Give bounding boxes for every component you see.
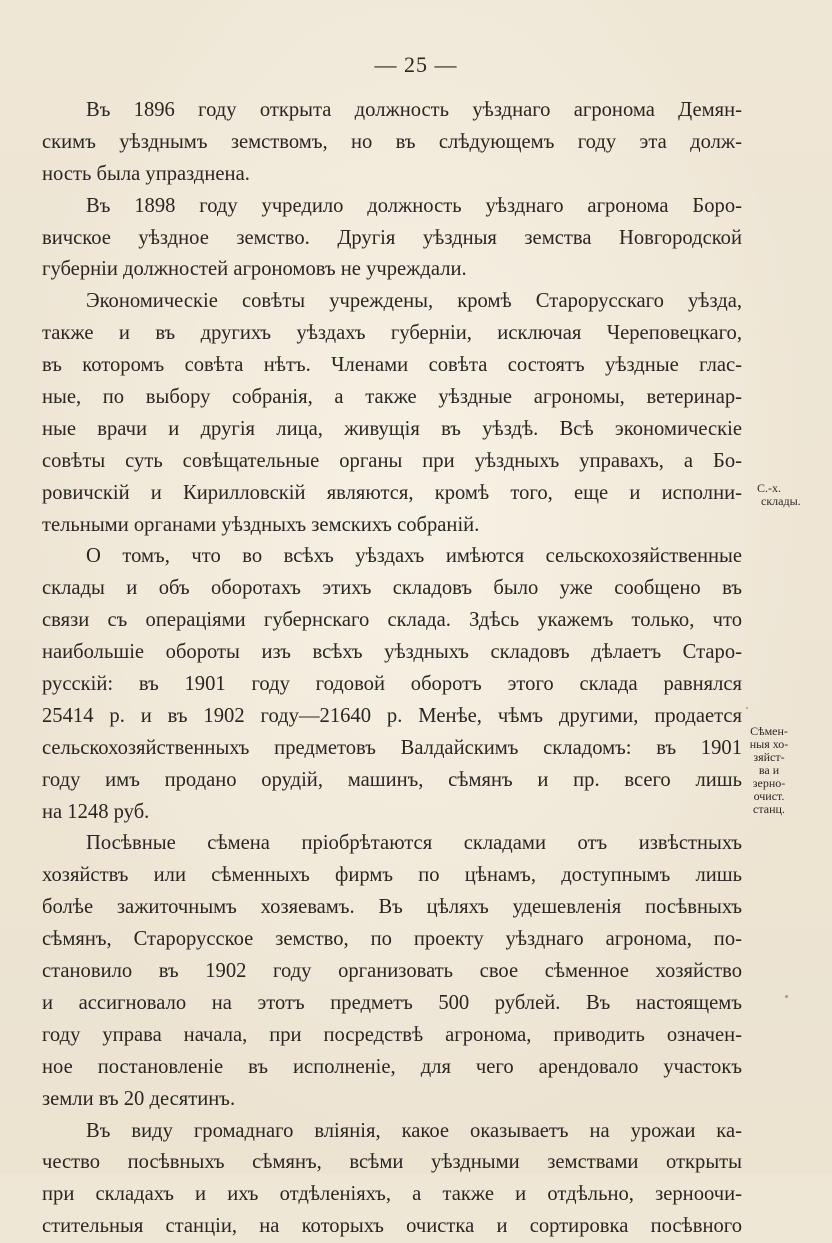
text-line: Въ 1898 году учредило должность уѣзднаго агронома Боро- xyxy=(42,191,742,223)
print-speck xyxy=(785,995,788,998)
paragraph xyxy=(42,1116,742,1243)
text-line: становило въ 1902 году организовать свое сѣменное хозяйство xyxy=(42,956,742,988)
paragraph xyxy=(42,828,742,1115)
text-line: тельными органами уѣздныхъ земскихъ собраній. xyxy=(42,510,742,542)
text-line: году имъ продано орудій, машинъ, сѣмянъ и пр. всего лишь xyxy=(42,765,742,797)
text-line: О томъ, что во всѣхъ уѣздахъ имѣются сельскохозяйственные xyxy=(42,541,742,573)
text-line: сѣмянъ, Старорусское земство, по проекту уѣзднаго агронома, по- xyxy=(42,924,742,956)
body-text xyxy=(42,95,742,1243)
text-line: связи съ операціями губернскаго склада. Здѣсь укажемъ только, что xyxy=(42,605,742,637)
margin-note-line: Сѣмен- xyxy=(745,725,793,738)
page-number: — 25 — xyxy=(0,52,832,78)
paragraph xyxy=(42,541,742,828)
margin-note-line: зяйст- xyxy=(745,751,793,764)
text-line: вичское уѣздное земство. Другія уѣздныя земства Новгородской xyxy=(42,223,742,255)
text-line: 25414 р. и въ 1902 году—21640 р. Менѣе, чѣмъ другими, продается xyxy=(42,701,742,733)
text-line: на 1248 руб. xyxy=(42,797,742,829)
text-line: земли въ 20 десятинъ. xyxy=(42,1084,742,1116)
text-line: Въ 1896 году открыта должность уѣзднаго агронома Демян- xyxy=(42,95,742,127)
text-line: совѣты суть совѣщательные органы при уѣздныхъ управахъ, а Бо- xyxy=(42,446,742,478)
text-line: губерніи должностей агрономовъ не учреждали. xyxy=(42,254,742,286)
margin-note-line: склады. xyxy=(745,495,793,508)
text-line: въ которомъ совѣта нѣтъ. Членами совѣта состоятъ уѣздные глас- xyxy=(42,350,742,382)
text-line: скимъ уѣзднымъ земствомъ, но въ слѣдующемъ году эта долж- xyxy=(42,127,742,159)
text-line: наибольшіе обороты изъ всѣхъ уѣздныхъ складовъ дѣлаетъ Старо- xyxy=(42,637,742,669)
margin-note-line: ва и xyxy=(745,764,793,777)
text-line: сельскохозяйственныхъ предметовъ Валдайскимъ складомъ: въ 1901 xyxy=(42,733,742,765)
text-line: при складахъ и ихъ отдѣленіяхъ, а также и отдѣльно, зерноочи- xyxy=(42,1179,742,1211)
text-line: ное постановленіе въ исполненіе, для чего арендовало участокъ xyxy=(42,1052,742,1084)
margin-note-line: ныя хо- xyxy=(745,738,793,751)
text-line: болѣе зажиточнымъ хозяевамъ. Въ цѣляхъ удешевленія посѣвныхъ xyxy=(42,892,742,924)
paragraph xyxy=(42,191,742,287)
margin-note-line: станц. xyxy=(745,803,793,816)
text-line: хозяйствъ или сѣменныхъ фирмъ по цѣнамъ, доступнымъ лишь xyxy=(42,860,742,892)
text-line: и ассигновало на этотъ предметъ 500 рублей. Въ настоящемъ xyxy=(42,988,742,1020)
text-line: ные врачи и другія лица, живущія въ уѣздѣ. Всѣ экономическіе xyxy=(42,414,742,446)
text-line: стительныя станціи, на которыхъ очистка и сортировка посѣвного xyxy=(42,1211,742,1243)
text-line: ровичскій и Кирилловскій являются, кромѣ того, еще и исполни- xyxy=(42,478,742,510)
text-line: чество посѣвныхъ сѣмянъ, всѣми уѣздными земствами открыты xyxy=(42,1147,742,1179)
text-line: также и въ другихъ уѣздахъ губерніи, исключая Череповецкаго, xyxy=(42,318,742,350)
margin-note-line: С.-х. xyxy=(745,482,793,495)
text-line: ные, по выбору собранія, а также уѣздные агрономы, ветеринар- xyxy=(42,382,742,414)
text-line: Экономическіе совѣты учреждены, кромѣ Старорусскаго уѣзда, xyxy=(42,286,742,318)
paragraph xyxy=(42,286,742,541)
print-speck xyxy=(746,707,748,709)
text-line: году управа начала, при посредствѣ агронома, приводить означен- xyxy=(42,1020,742,1052)
text-line: Въ виду громаднаго вліянія, какое оказываетъ на урожаи ка- xyxy=(42,1116,742,1148)
text-line: Посѣвные сѣмена пріобрѣтаются складами отъ извѣстныхъ xyxy=(42,828,742,860)
text-line: склады и объ оборотахъ этихъ складовъ было уже сообщено въ xyxy=(42,573,742,605)
margin-note-line: зерно- xyxy=(745,777,793,790)
margin-note-seed-farms xyxy=(745,725,793,816)
margin-note-warehouses xyxy=(745,482,793,508)
text-line: ность была упразднена. xyxy=(42,159,742,191)
paragraph xyxy=(42,95,742,191)
margin-note-line: очист. xyxy=(745,790,793,803)
text-line: русскій: въ 1901 году годовой оборотъ этого склада равнялся xyxy=(42,669,742,701)
